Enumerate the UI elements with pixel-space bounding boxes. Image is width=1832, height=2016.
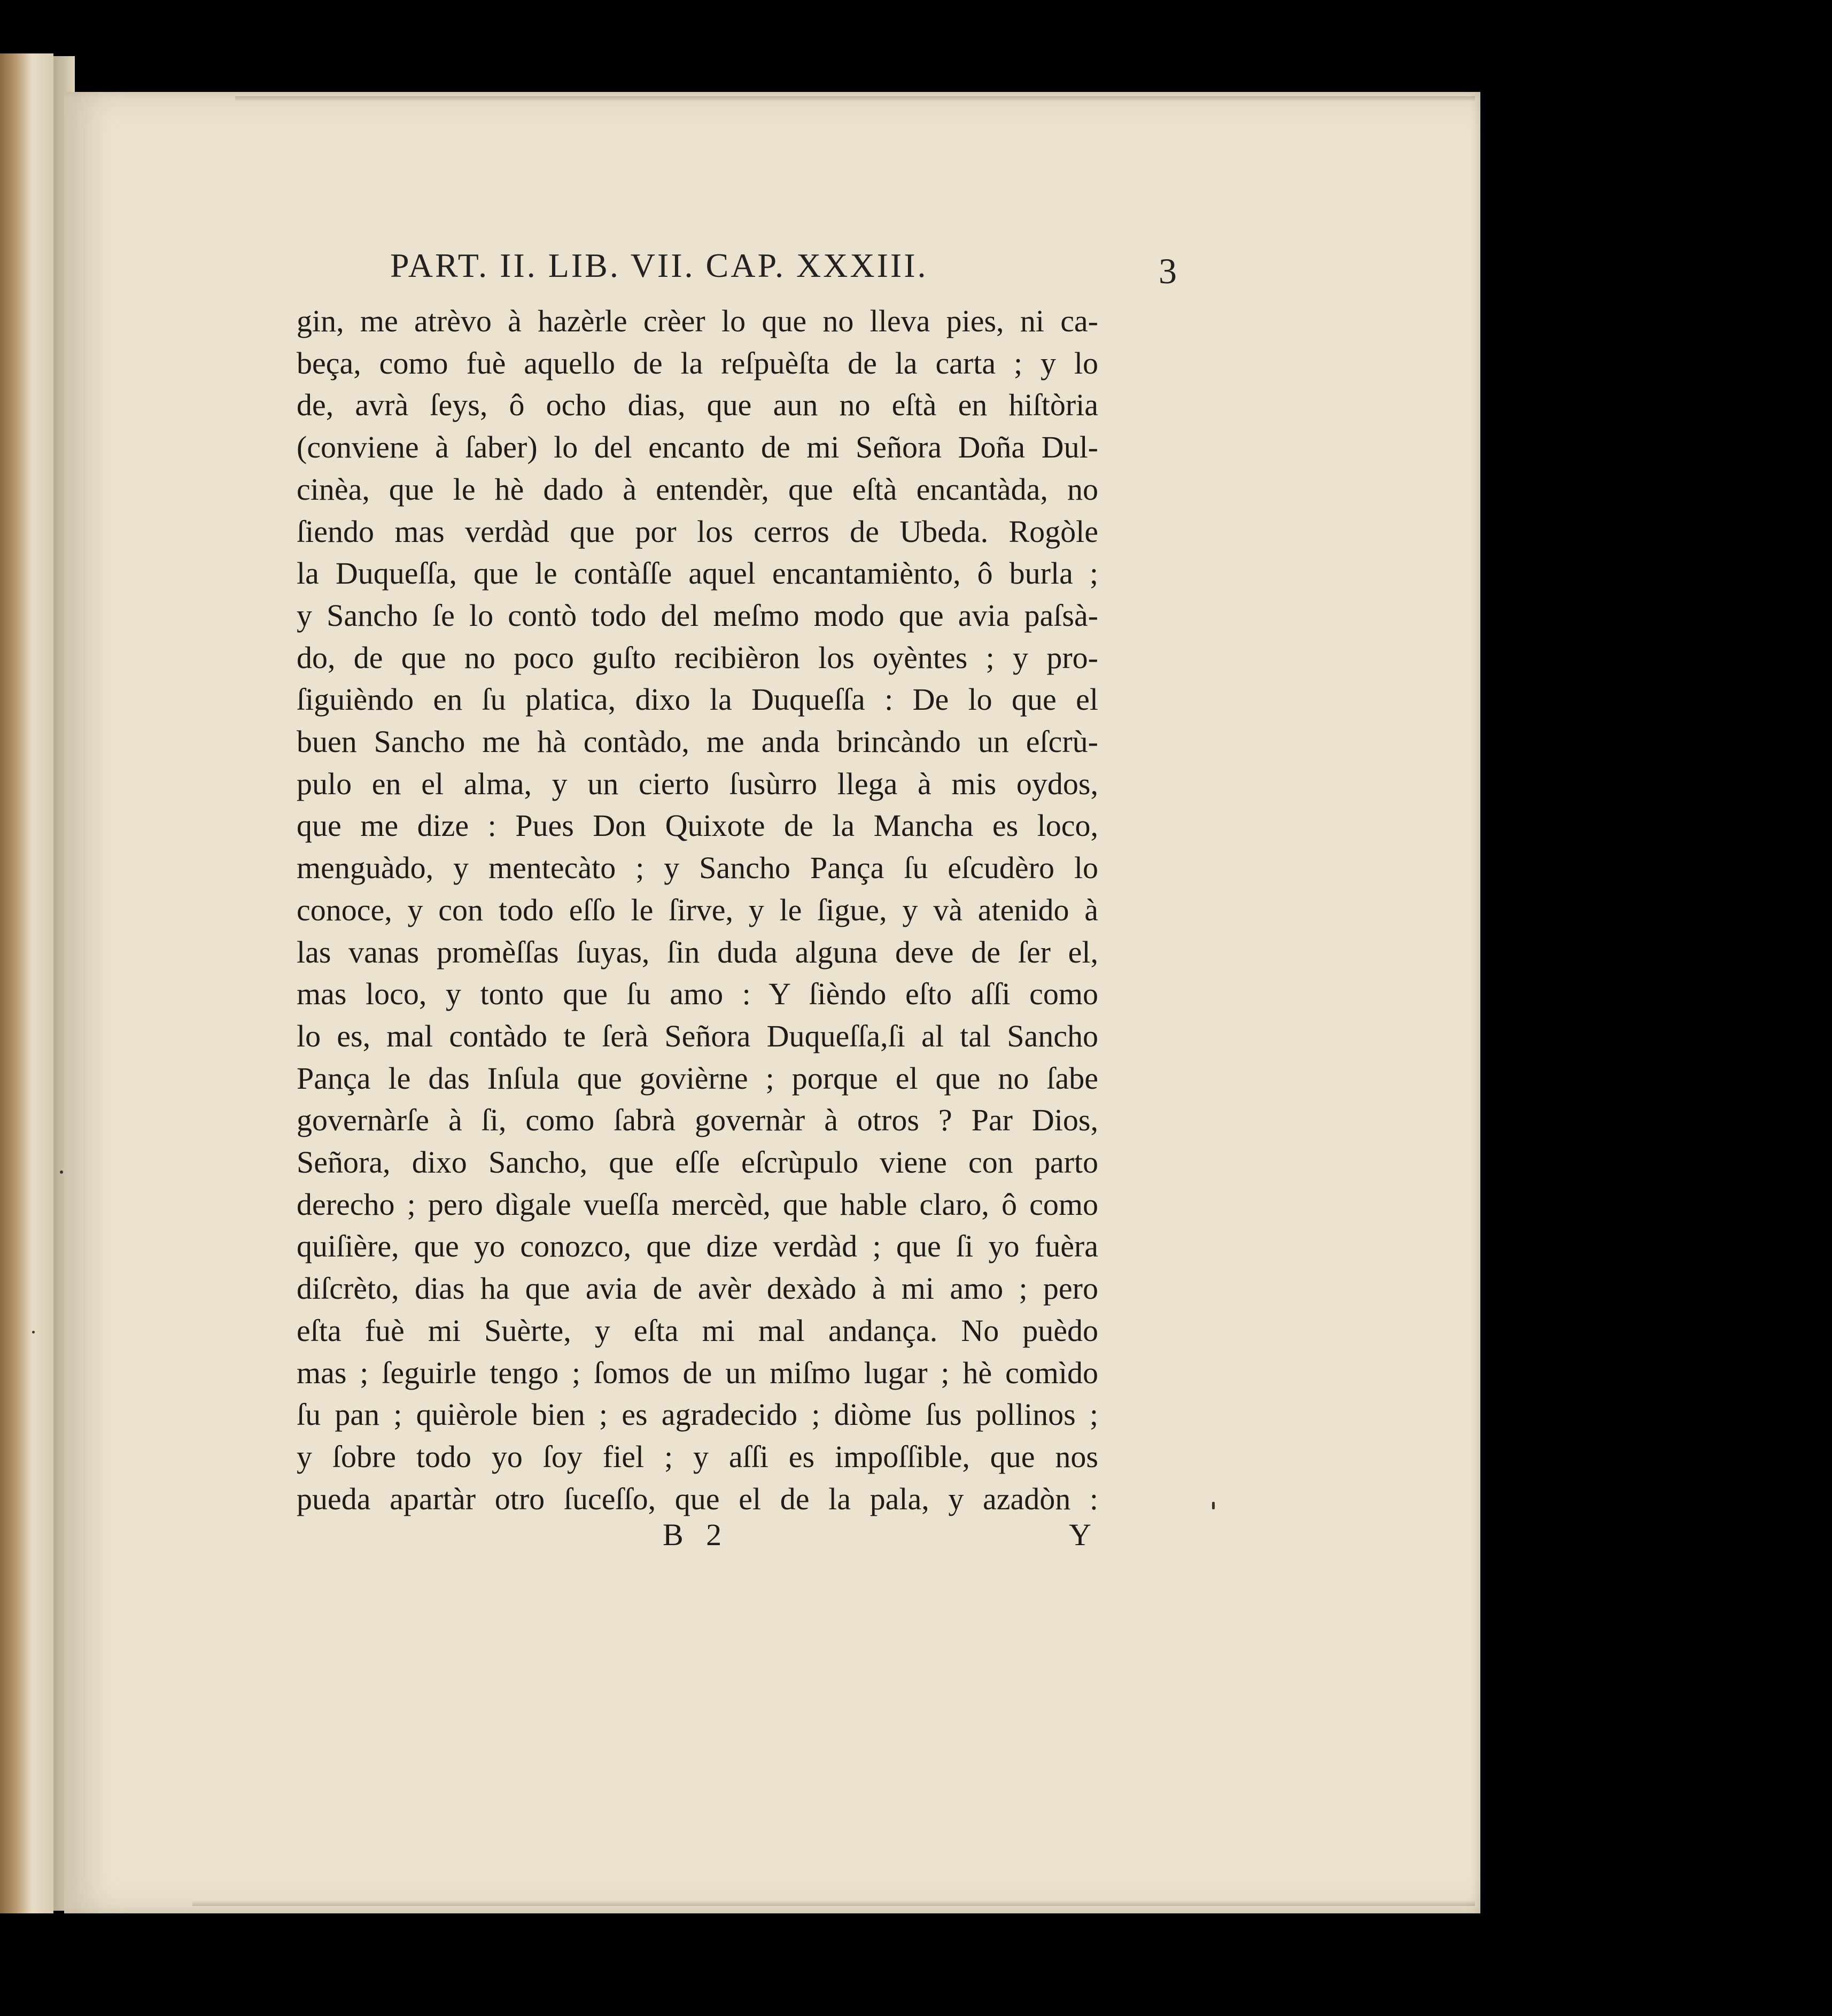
text-line: las vanas promèſſas ſuyas, ſin duda alguna deve de ſer el, <box>297 934 1098 970</box>
text-line: do, de que no poco guſto recibièron los oyèntes ; y pro- <box>297 640 1098 675</box>
text-line: diſcrèto, dias ha que avia de avèr dexàdo à mi amo ; pero <box>297 1271 1098 1306</box>
text-line: lo es, mal contàdo te ſerà Señora Duqueſſa,ſi al tal Sancho <box>297 1018 1098 1053</box>
text-line: eſta fuè mi Suèrte, y eſta mi mal andança. No puèdo <box>297 1313 1098 1348</box>
text-line: que me dize : Pues Don Quixote de la Mancha es loco, <box>297 808 1098 843</box>
text-line: derecho ; pero dìgale vueſſa mercèd, que hable claro, ô como <box>297 1187 1098 1222</box>
page-top-edge <box>235 96 1475 102</box>
text-line: Pança le das Inſula que govièrne ; porque el que no ſabe <box>297 1060 1098 1096</box>
paper-speck <box>1212 1502 1215 1509</box>
text-line: (conviene à ſaber) lo del encanto de mi Señora Doña Dul- <box>297 430 1098 465</box>
text-line: cinèa, que le hè dado à entendèr, que eſtà encantàda, no <box>297 471 1098 507</box>
text-line: Señora, dixo Sancho, que eſſe eſcrùpulo viene con parto <box>297 1145 1098 1180</box>
text-line: mas ; ſeguirle tengo ; ſomos de un miſmo lugar ; hè comìdo <box>297 1355 1098 1390</box>
running-head: PART. II. LIB. VII. CAP. XXXIII. <box>390 246 928 284</box>
text-line: ſu pan ; quièrole bien ; es agradecido ; diòme ſus pollinos ; <box>297 1397 1098 1432</box>
text-line: governàrſe à ſi, como ſabrà governàr à otros ? Par Dios, <box>297 1103 1098 1138</box>
text-line: gin, me atrèvo à hazèrle crèer lo que no lleva pies, ni ca- <box>297 304 1098 338</box>
text-line: mas loco, y tonto que ſu amo : Y ſièndo eſto aſſi como <box>297 976 1098 1012</box>
page-bottom-edge <box>192 1901 1475 1906</box>
text-line: buen Sancho me hà contàdo, me anda brincàndo un eſcrù- <box>297 724 1098 759</box>
text-line: la Duqueſſa, que le contàſſe aquel encantamiènto, ô burla ; <box>297 556 1098 591</box>
text-line: conoce, y con todo eſſo le ſirve, y le ſigue, y và atenido à <box>297 892 1098 927</box>
body-text <box>297 300 1098 1520</box>
text-line: de, avrà ſeys, ô ocho dias, que aun no eſtà en hiſtòria <box>297 387 1098 423</box>
text-line: pueda apartàr otro ſuceſſo, que el de la pala, y azadòn : <box>297 1481 1098 1516</box>
page-number: 3 <box>1159 251 1177 291</box>
text-line: ſiguièndo en ſu platica, dixo la Duqueſſa : De lo que el <box>297 682 1098 717</box>
text-line: menguàdo, y mentecàto ; y Sancho Pança ſu eſcudèro lo <box>297 850 1098 886</box>
text-line: beça, como fuè aquello de la reſpuèſta de la carta ; y lo <box>297 345 1098 381</box>
text-line: pulo en el alma, y un cierto ſusùrro llega à mis oydos, <box>297 766 1098 801</box>
paper-speck <box>60 1170 63 1174</box>
signature-mark: B 2 <box>663 1517 729 1552</box>
facing-page-edge <box>0 53 53 1913</box>
text-line: ſiendo mas verdàd que por los cerros de Ubeda. Rogòle <box>297 514 1098 549</box>
catchword: Y <box>1069 1517 1091 1552</box>
paper-speck <box>32 1331 35 1333</box>
text-line: y ſobre todo yo ſoy fiel ; y aſſi es impoſſible, que nos <box>297 1439 1098 1474</box>
text-line: y Sancho ſe lo contò todo del meſmo modo que avia paſsà- <box>297 598 1098 633</box>
text-line: quiſière, que yo conozco, que dize verdàd ; que ſi yo fuèra <box>297 1229 1098 1264</box>
